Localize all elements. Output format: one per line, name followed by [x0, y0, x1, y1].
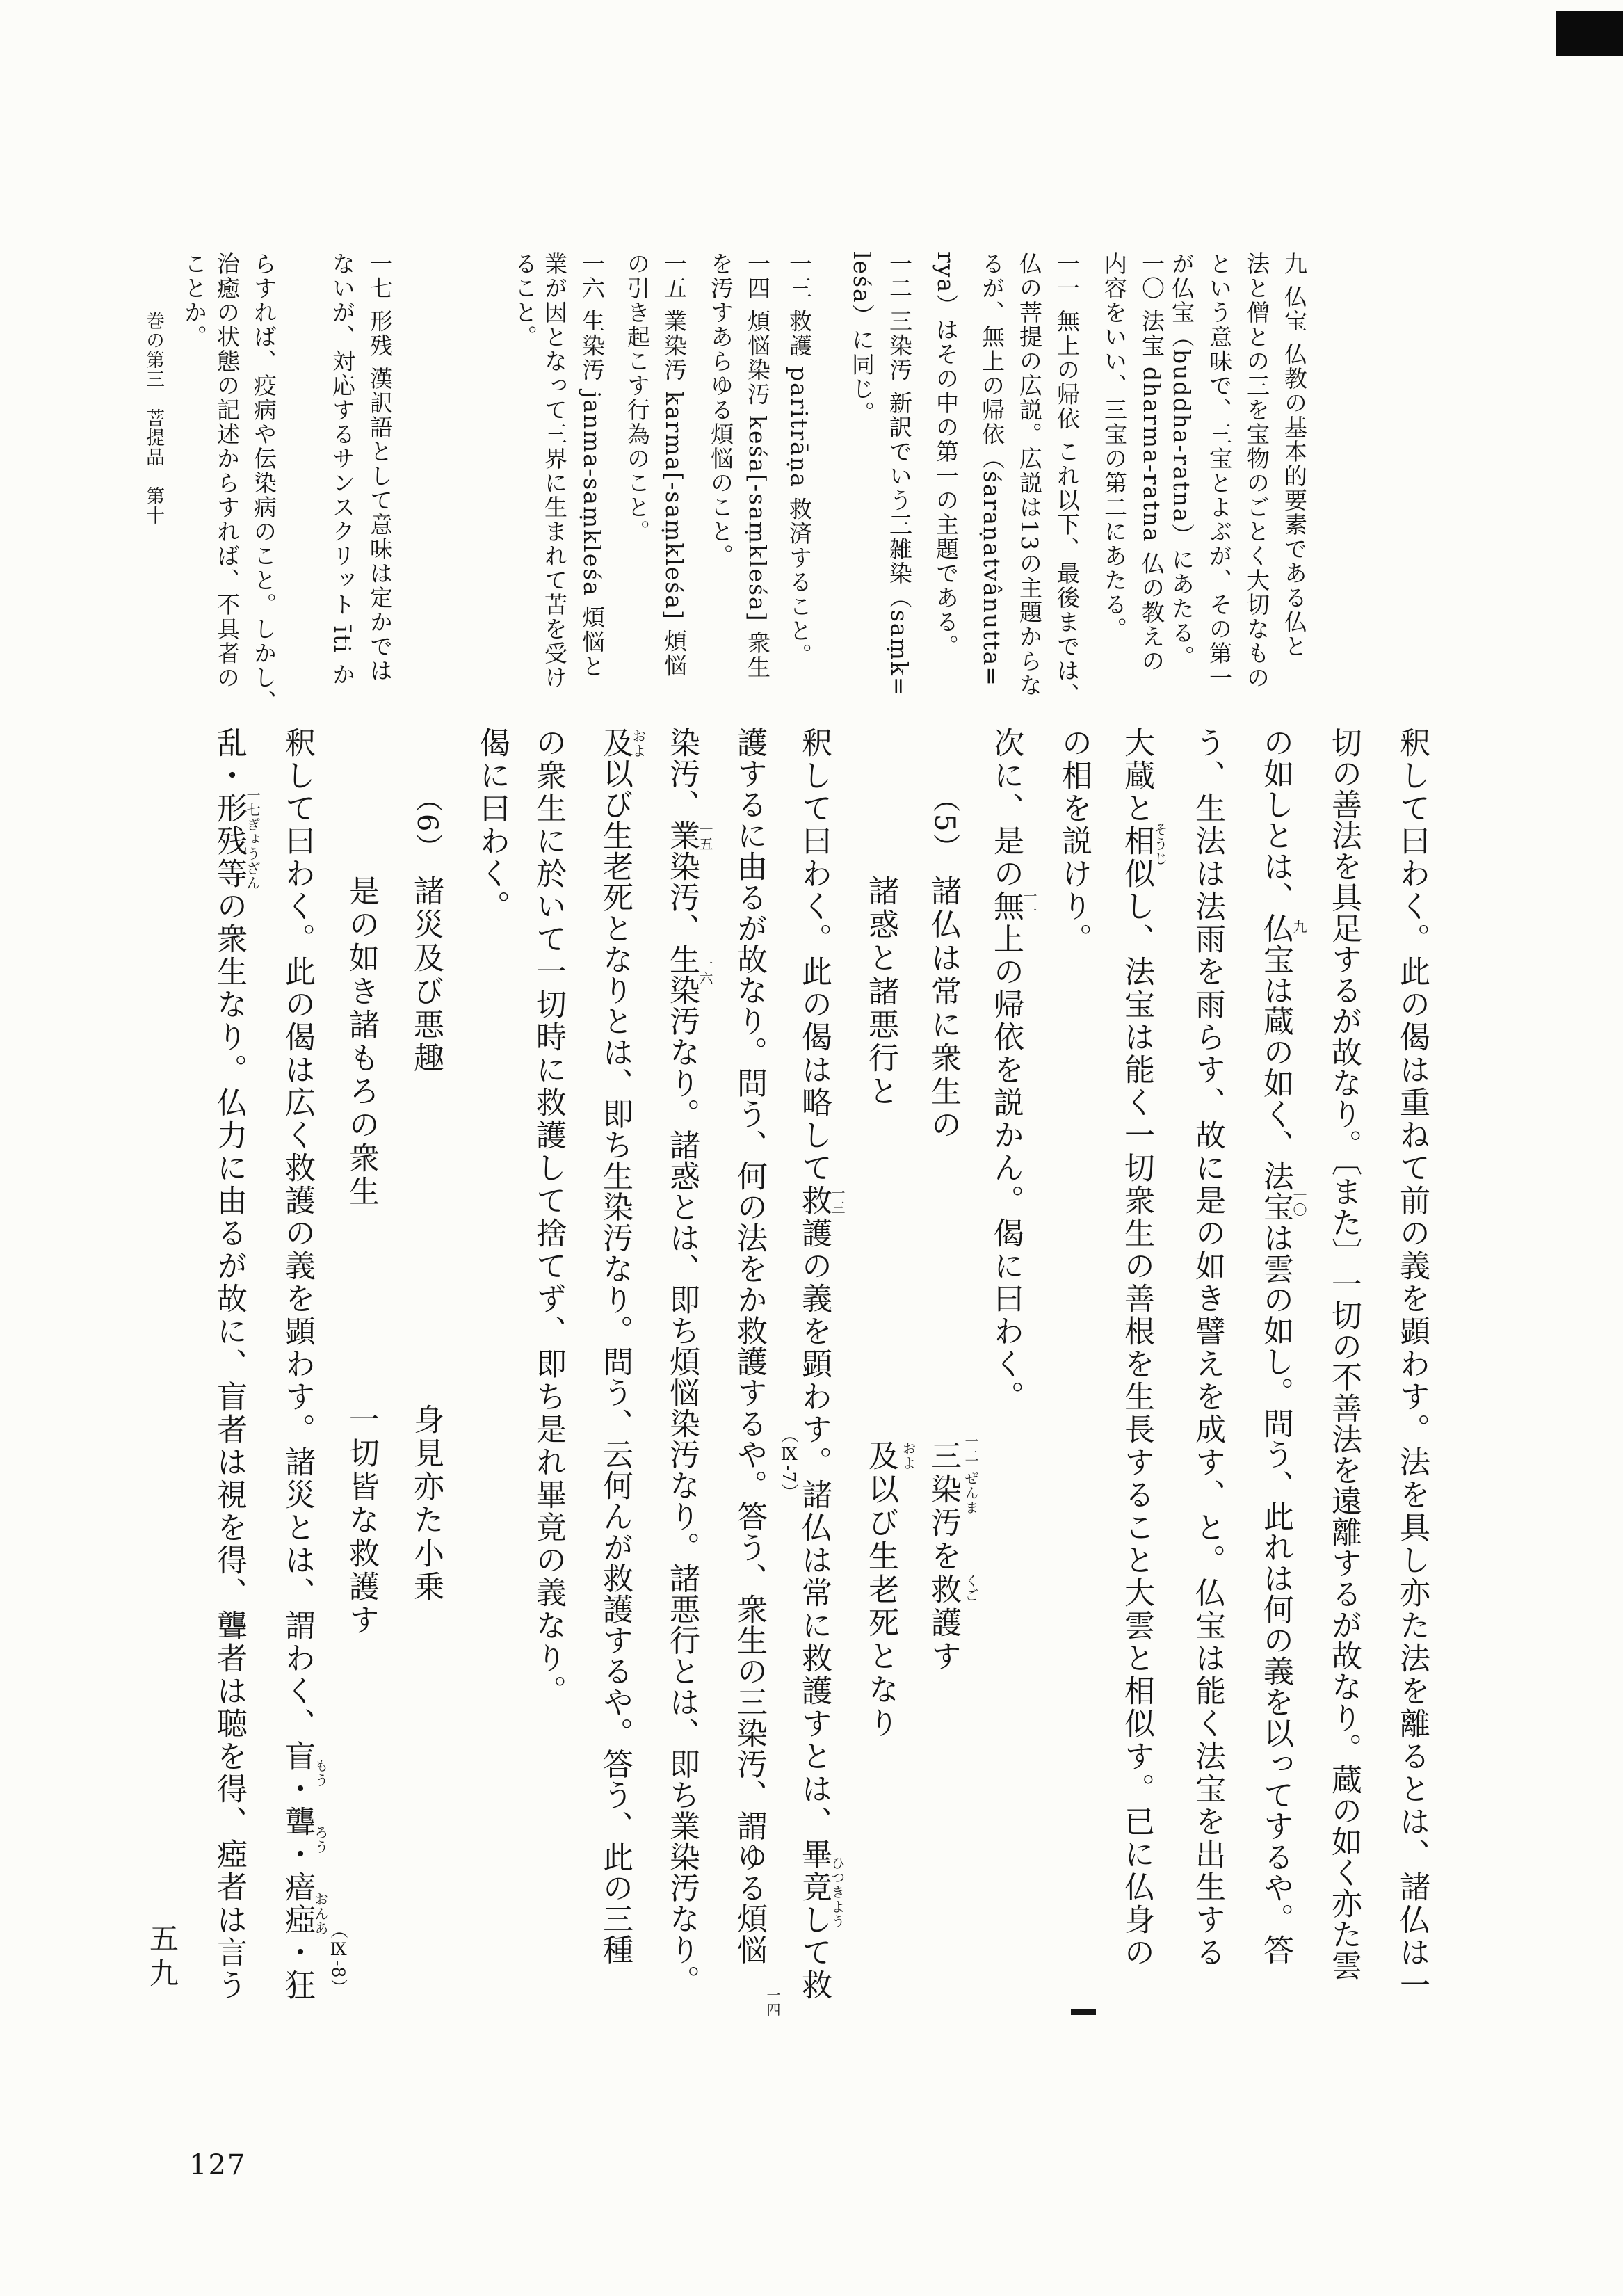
text-column: 切の善法を具足するが故なり。〔また〕一切の不善法を遠離するが故なり。蔵の如く亦た雲 — [1326, 727, 1362, 1981]
verse-line: 諸惑と諸悪行と — [863, 875, 898, 1109]
text-column: 釈して曰わく。此の偈は広く救護の義を顕わす。諸災とは、謂わく、盲・聾・瘖瘂・狂 — [280, 727, 315, 2002]
headnote-column: 一〇 法宝 dharma-ratna 仏の教えの — [1138, 252, 1165, 674]
note-ref-marker: 一〇 — [1291, 1188, 1307, 1217]
headnote-column: が仏宝（buddha-ratna）にあたる。 — [1168, 252, 1195, 670]
headnote-column: の引き起こす行為のこと。 — [624, 252, 651, 544]
note-ref-marker: 一三 — [829, 1186, 846, 1215]
text-column: の衆生に於いて一切時に救護して捨てず、即ち是れ畢竟の義なり。 — [531, 727, 566, 1708]
scan-artifact — [1556, 11, 1623, 56]
furigana: ぜんま — [962, 1471, 979, 1515]
headnote-column: 治癒の状態の記述からすれば、不具者の — [213, 252, 241, 690]
text-column: 釈して曰わく。此の偈は略して救護の義を顕わす。諸仏は常に救護すとは、畢竟して救 — [796, 727, 832, 2002]
furigana: およ — [900, 1441, 917, 1470]
page-number: 127 — [189, 2149, 247, 2181]
text-column: 乱・形残等の衆生なり。仏力に由るが故に、盲者は視を得、聾者は聴を得、瘂者は言う — [211, 727, 247, 2002]
note-ref-marker: 一六 — [697, 956, 713, 986]
note-ref-marker: 一二 — [962, 1434, 979, 1463]
verse-number: （6） — [411, 785, 443, 862]
verse-line: 三染汚を救護す — [926, 1440, 961, 1673]
note-ref-marker: 一五 — [697, 822, 713, 851]
headnote-column: という意味で、三宝とよぶが、その第一 — [1206, 252, 1233, 690]
headnote-column: ことか。 — [181, 252, 208, 349]
headnote-column: 一四 煩悩染汚 keśa[-saṃkleśa] 衆生 — [744, 252, 771, 680]
verse-line: 及以び生老死となり — [863, 1440, 898, 1740]
text-column: 大蔵と相似し、法宝は能く一切衆生の善根を生長すること大雲と相似す。已に仏身の — [1119, 727, 1154, 1969]
verse-line: 身見亦た小乗 — [408, 1404, 444, 1604]
headnote-column: ないが、対応するサンスクリット īti か — [329, 252, 356, 687]
headnote-column: 一一 無上の帰依 これ以下、最後までは、 — [1053, 252, 1081, 707]
text-column: の相を説けり。 — [1056, 727, 1092, 956]
headnote-column: らすれば、疫病や伝染病のこと。しかし、 — [250, 252, 277, 714]
furigana: ろう — [312, 1825, 329, 1854]
furigana: くご — [962, 1573, 979, 1603]
headnote-column: 一三 救護 paritrāṇa 救済すること。 — [786, 252, 813, 668]
text-column: の如しとは、仏宝は蔵の如く、法宝は雲の如し。問う、此れは何の義を以ってするや。答 — [1258, 727, 1293, 1965]
text-column: 染汚、業染汚、生染汚なり。諸惑とは、即ち煩悩染汚なり。諸悪行とは、即ち業染汚なり。 — [664, 727, 700, 1996]
verse-number: （5） — [928, 785, 960, 862]
note-ref-marker: 一四 — [764, 1988, 781, 2017]
furigana: ひつきよう — [829, 1856, 846, 1929]
headnote-column: ること。 — [511, 252, 538, 349]
headnote-column: るが、無上の帰依（śaraṇatvânutta= — [978, 252, 1006, 687]
note-ref-marker: 一七ぎょうざん — [244, 788, 261, 890]
verse-line: 諸災及び悪趣 — [408, 875, 444, 1075]
headnote-column: 法と僧との三を宝物のごとく大切なもの — [1243, 252, 1270, 690]
stray-dash-mark — [1071, 2009, 1096, 2015]
text-column: う、生法は法雨を雨らす、故に是の如き譬えを成す、と。仏宝は能く法宝を出生する — [1190, 727, 1225, 1969]
text-column: 及以び生老死となりとは、即ち生染汚なり。問う、云何んが救護するや。答う、此の三種 — [597, 727, 633, 1965]
headnote-column: 一二 三染汚 新訳でいう三雑染（saṃk= — [886, 252, 913, 698]
headnote-column: rya）はその中の第一の主題である。 — [932, 252, 960, 659]
headnote-column: を汚すあらゆる煩悩のこと。 — [707, 252, 734, 568]
verse-ref: （Ⅸ-7） — [779, 1426, 799, 1502]
text-column: 偈に曰わく。 — [474, 727, 510, 923]
furigana: およ — [630, 729, 647, 758]
verse-line: 一切皆な救護す — [344, 1404, 379, 1637]
furigana: そうじ — [1152, 822, 1168, 866]
headnote-column: 内容をいい、三宝の第二にあたる。 — [1101, 252, 1128, 641]
note-ref-marker: 九 — [1291, 920, 1307, 934]
verse-line: 諸仏は常に衆生の — [926, 875, 961, 1142]
running-head: 巻の第三 菩提品 第十 — [143, 311, 164, 525]
note-ref-marker: 一一 — [1021, 889, 1037, 918]
text-column: 護するに由るが故なり。問う、何の法をか救護するや。答う、衆生の三染汚、謂ゆる煩悩 — [732, 727, 767, 1965]
headnote-column: 一五 業染汚 karma[-saṃkleśa] 煩悩 — [661, 252, 688, 678]
text-column: 次に、是の無上の帰依を説かん。偈に曰わく。 — [988, 727, 1024, 1413]
furigana: おんあ — [312, 1892, 329, 1936]
headnote-column: 一六 生染汚 janma-saṃkleśa 煩悩と — [579, 252, 606, 679]
verse-ref: （Ⅸ-8） — [328, 1921, 348, 1997]
furigana: もう — [312, 1758, 329, 1788]
verse-line: 是の如き諸もろの衆生 — [344, 875, 379, 1209]
text-column: 釈して曰わく。此の偈は重ねて前の義を顕わす。法を具し亦た法を離るとは、諸仏は一 — [1394, 727, 1430, 2002]
headnote-column: 九 仏宝 仏教の基本的要素である仏と — [1281, 252, 1308, 659]
headnote-column: leśa）に同じ。 — [848, 252, 875, 426]
headnote-column: 仏の菩提の広説。広説は13の主題からな — [1016, 252, 1043, 698]
headnote-column: 業が因となって三界に生まれて苦を受け — [541, 252, 568, 690]
folio-number: 五九 — [145, 1923, 179, 1993]
headnote-column: 一七 形残 漢訳語として意味は定かでは — [366, 252, 394, 683]
